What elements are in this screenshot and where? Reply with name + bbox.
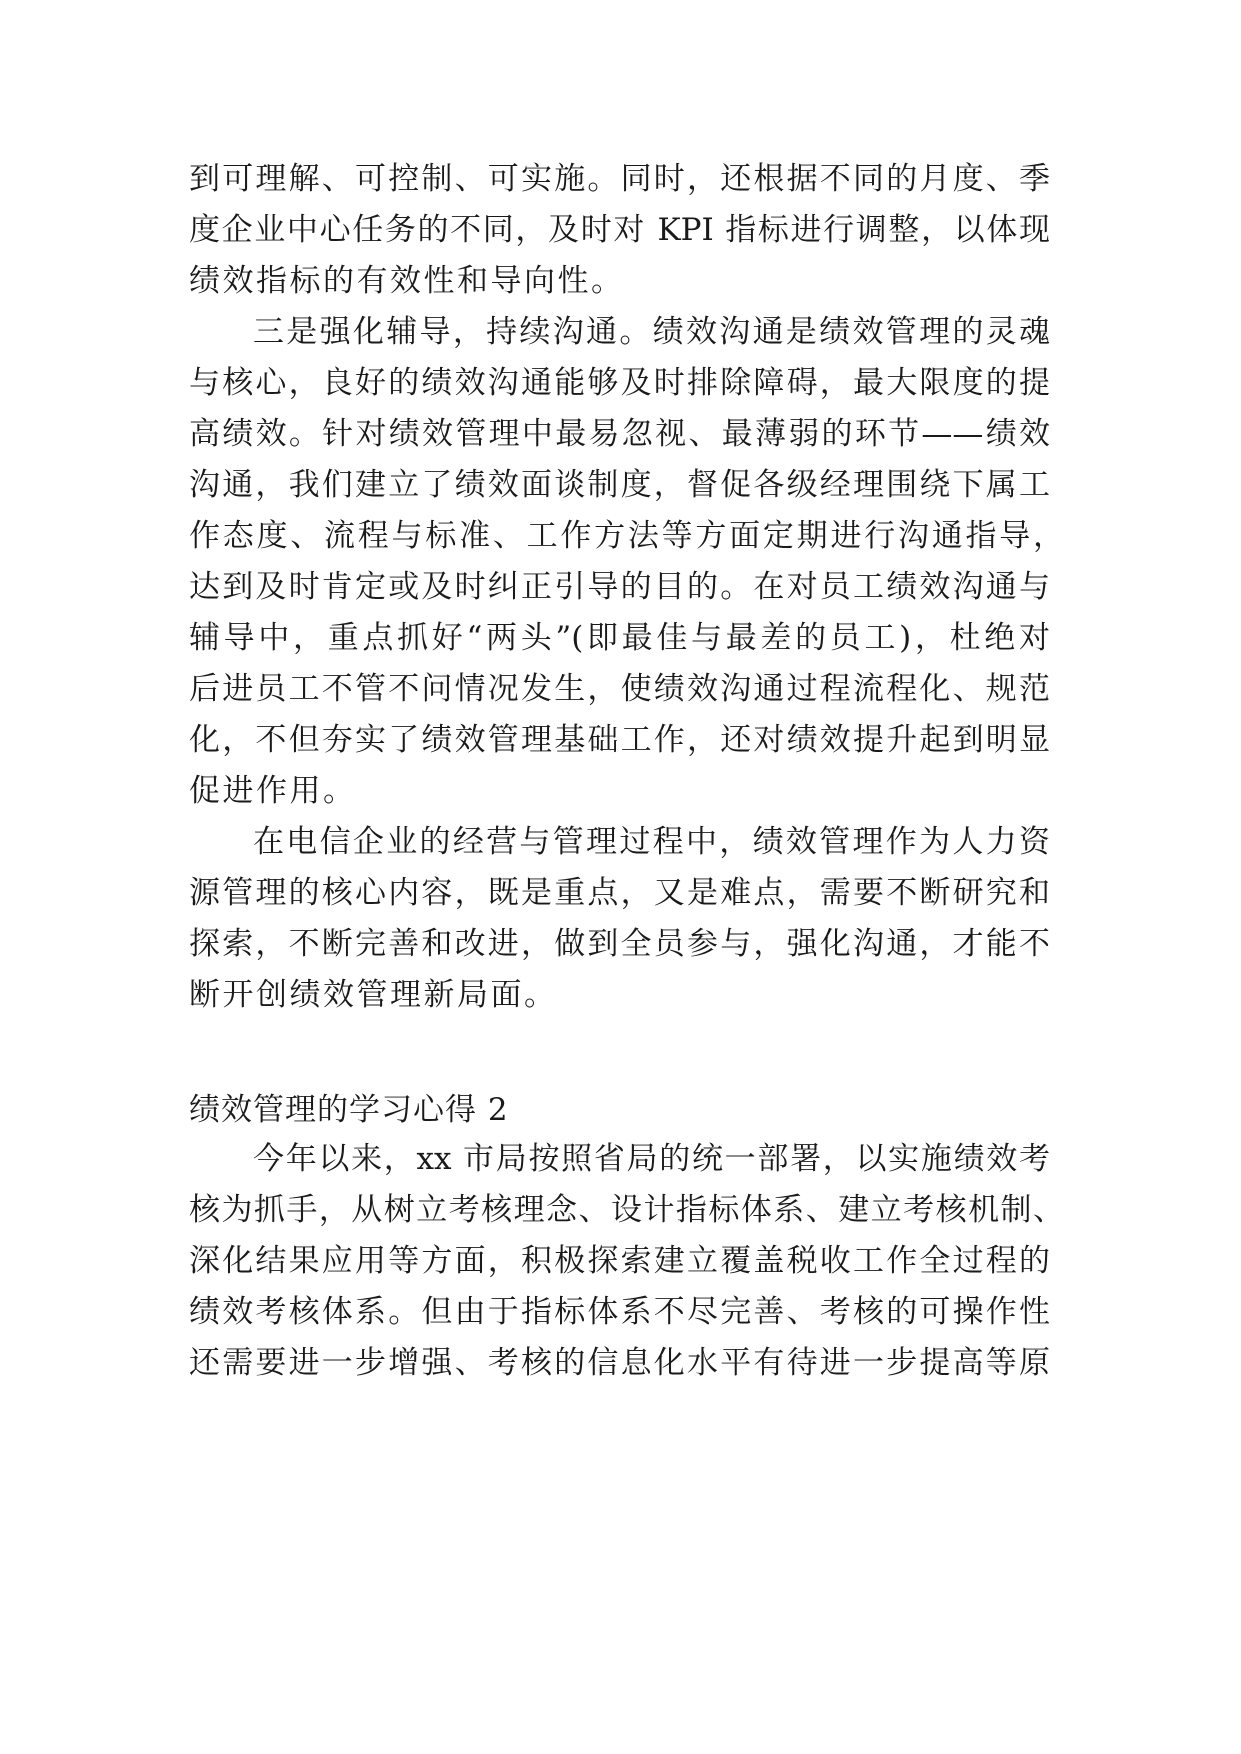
text-line: 高绩效。针对绩效管理中最易忽视、最薄弱的环节——绩效 [189, 416, 1050, 452]
text-line: 作态度、流程与标准、工作方法等方面定期进行沟通指导， [189, 518, 1064, 554]
text-line: 绩效指标的有效性和导向性。 [189, 263, 625, 299]
text-line: 在电信企业的经营与管理过程中，绩效管理作为人力资 [253, 824, 1050, 860]
text-line: 三是强化辅导，持续沟通。绩效沟通是绩效管理的灵魂 [253, 314, 1050, 350]
text-line: 度企业中心任务的不同，及时对 KPI 指标进行调整，以体现 [189, 212, 1050, 248]
text-line: 探索，不断完善和改进，做到全员参与，强化沟通，才能不 [189, 926, 1050, 962]
text-line: 辅导中，重点抓好“两头”(即最佳与最差的员工)，杜绝对 [189, 620, 1050, 656]
text-line: 化，不但夯实了绩效管理基础工作，还对绩效提升起到明显 [189, 722, 1050, 758]
section-heading: 绩效管理的学习心得 2 [189, 1092, 509, 1128]
text-line: 核为抓手，从树立考核理念、设计指标体系、建立考核机制、 [189, 1192, 1064, 1228]
text-line: 深化结果应用等方面，积极探索建立覆盖税收工作全过程的 [189, 1243, 1050, 1279]
text-line: 断开创绩效管理新局面。 [189, 977, 558, 1013]
text-line: 绩效考核体系。但由于指标体系不尽完善、考核的可操作性 [189, 1294, 1050, 1330]
text-line: 源管理的核心内容，既是重点，又是难点，需要不断研究和 [189, 875, 1050, 911]
text-line: 后进员工不管不问情况发生，使绩效沟通过程流程化、规范 [189, 671, 1050, 707]
text-line: 到可理解、可控制、可实施。同时，还根据不同的月度、季 [189, 161, 1050, 197]
text-line: 与核心，良好的绩效沟通能够及时排除障碍，最大限度的提 [189, 365, 1050, 401]
text-line: 今年以来，xx 市局按照省局的统一部署，以实施绩效考 [253, 1141, 1050, 1177]
text-line: 促进作用。 [189, 773, 357, 809]
text-line: 达到及时肯定或及时纠正引导的目的。在对员工绩效沟通与 [189, 569, 1050, 605]
text-line: 还需要进一步增强、考核的信息化水平有待进一步提高等原 [189, 1345, 1050, 1381]
text-line: 沟通，我们建立了绩效面谈制度，督促各级经理围绕下属工 [189, 467, 1050, 503]
